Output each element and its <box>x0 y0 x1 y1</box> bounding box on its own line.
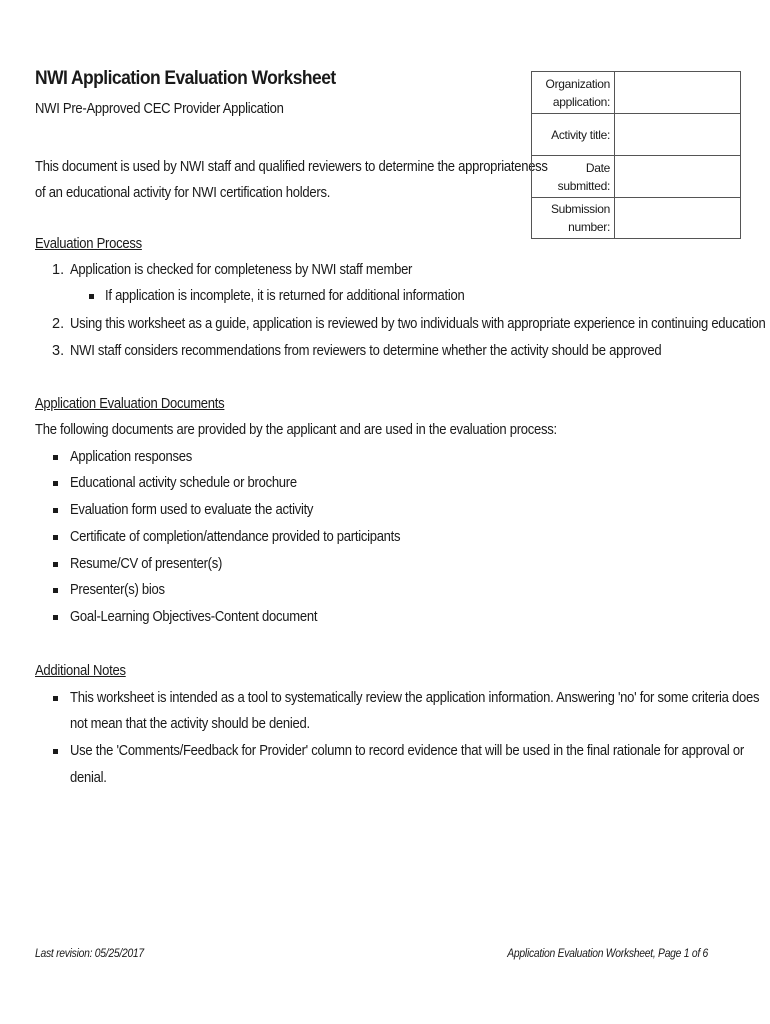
footer-revision: Last revision: 05/25/2017 <box>35 948 144 960</box>
step-number: 3. <box>52 343 65 359</box>
note-line: denial. <box>70 770 107 786</box>
document-subtitle: NWI Pre-Approved CEC Provider Application <box>35 101 284 117</box>
step-number: 1. <box>52 262 65 278</box>
bullet-icon <box>53 749 58 754</box>
bullet-icon <box>53 535 58 540</box>
info-label: Organization application: <box>532 72 615 114</box>
info-label: Activity title: <box>532 114 615 156</box>
application-info-table <box>531 71 741 239</box>
note-line: Use the 'Comments/Feedback for Provider' column to record evidence that will be used in the final rationale for approval or <box>70 743 744 759</box>
document-list-item: Resume/CV of presenter(s) <box>70 556 223 572</box>
bullet-icon <box>53 508 58 513</box>
document-list-item: Certificate of completion/attendance provided to participants <box>70 529 401 545</box>
info-label: Submission number: <box>532 198 615 239</box>
submission-number-value-field[interactable] <box>615 198 741 239</box>
intro-paragraph <box>35 154 580 206</box>
documents-intro: The following documents are provided by the applicant and are used in the evaluation process: <box>35 422 557 438</box>
document-list-item: Educational activity schedule or brochure <box>70 475 297 491</box>
bullet-icon <box>53 562 58 567</box>
info-row-organization <box>532 72 741 114</box>
additional-notes-heading: Additional Notes <box>35 663 126 679</box>
note-line: not mean that the activity should be denied. <box>70 716 310 732</box>
step-number: 2. <box>52 316 65 332</box>
sub-step-text: If application is incomplete, it is returned for additional information <box>105 288 465 304</box>
date-submitted-value-field[interactable] <box>615 156 741 198</box>
note-line: This worksheet is intended as a tool to systematically review the application information. Answering 'no' for some criteria does <box>70 690 760 706</box>
bullet-icon <box>53 696 58 701</box>
documents-heading: Application Evaluation Documents <box>35 396 225 412</box>
activity-title-value-field[interactable] <box>615 114 741 156</box>
bullet-icon <box>53 481 58 486</box>
document-list-item: Presenter(s) bios <box>70 582 165 598</box>
footer-page-number: Application Evaluation Worksheet, Page 1 of 6 <box>507 948 708 960</box>
bullet-icon <box>53 455 58 460</box>
bullet-icon <box>89 294 94 299</box>
info-row-activity-title <box>532 114 741 156</box>
info-label: Date submitted: <box>532 156 615 198</box>
document-title: NWI Application Evaluation Worksheet <box>35 68 336 89</box>
info-row-date-submitted <box>532 156 741 198</box>
intro-line: This document is used by NWI staff and qualified reviewers to determine the appropriateness <box>35 159 548 175</box>
step-text: Application is checked for completeness by NWI staff member <box>70 262 413 278</box>
intro-line: of an educational activity for NWI certification holders. <box>35 185 331 201</box>
step-text: Using this worksheet as a guide, application is reviewed by two individuals with appropriate experience in continuing education <box>70 316 766 332</box>
evaluation-process-heading: Evaluation Process <box>35 236 142 252</box>
info-row-submission-number <box>532 198 741 239</box>
organization-value-field[interactable] <box>615 72 741 114</box>
document-list-item: Goal-Learning Objectives-Content document <box>70 609 318 625</box>
document-list-item: Evaluation form used to evaluate the activity <box>70 502 314 518</box>
step-text: NWI staff considers recommendations from reviewers to determine whether the activity should be approved <box>70 343 662 359</box>
bullet-icon <box>53 615 58 620</box>
bullet-icon <box>53 588 58 593</box>
document-list-item: Application responses <box>70 449 193 465</box>
